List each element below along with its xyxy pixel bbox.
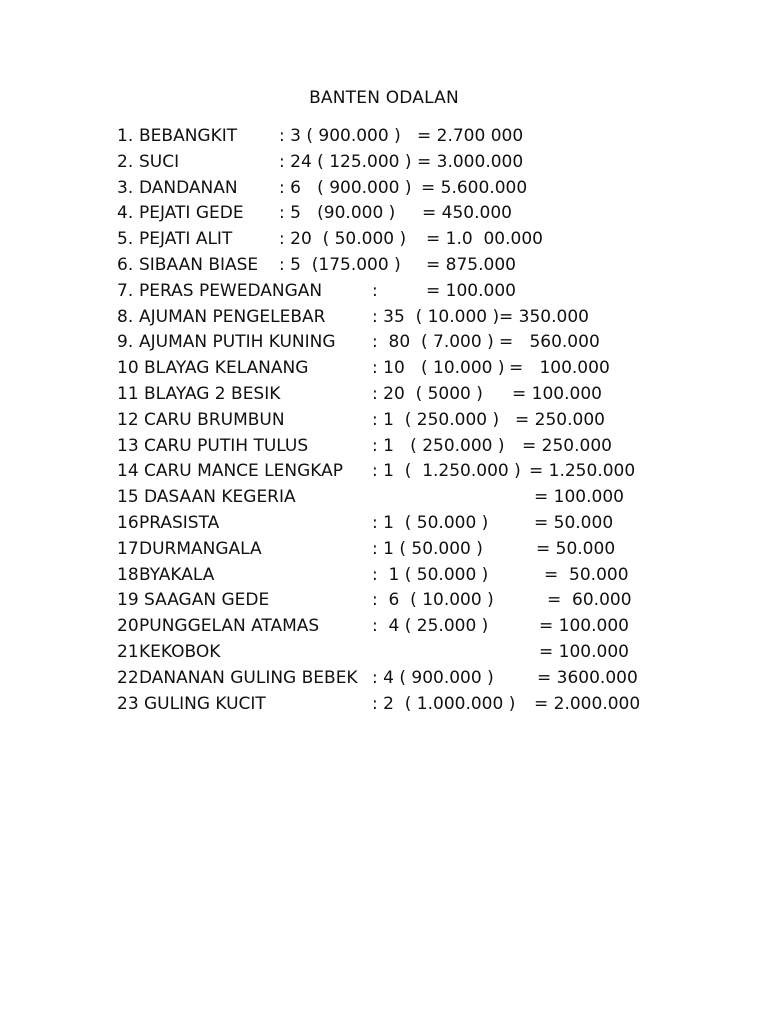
- item-number: 19: [117, 590, 139, 611]
- item-name: DURMANGALA: [139, 538, 262, 559]
- list-item: [117, 434, 737, 460]
- item-quantity-price: : 4 ( 25.000 ): [372, 616, 489, 637]
- item-name: GULING KUCIT: [144, 693, 266, 714]
- item-total: = 1.250.000: [529, 461, 636, 482]
- item-total: = 50.000: [536, 538, 616, 559]
- list-item: [117, 640, 737, 666]
- item-number: 13: [117, 435, 139, 456]
- item-name: KEKOBOK: [139, 641, 221, 662]
- item-quantity-price: : 35 ( 10.000 ): [372, 306, 500, 327]
- list-item: [117, 692, 737, 718]
- item-quantity-price: : 1 ( 50.000 ): [372, 538, 483, 559]
- item-total: = 350.000: [499, 306, 589, 327]
- item-name: SAAGAN GEDE: [144, 590, 270, 611]
- item-total: = 100.000: [534, 487, 624, 508]
- item-number: 11: [117, 383, 139, 404]
- item-name: CARU BRUMBUN: [144, 409, 285, 430]
- item-quantity-price: : 1 ( 50.000 ): [372, 512, 489, 533]
- item-number: 8.: [117, 306, 134, 327]
- item-total: = 5.600.000: [421, 177, 528, 198]
- item-quantity-price: : 10 ( 10.000 ): [372, 358, 505, 379]
- list-item: [117, 305, 737, 331]
- item-total: = 250.000: [515, 409, 605, 430]
- item-name: AJUMAN PUTIH KUNING: [139, 332, 336, 353]
- item-total: = 100.000: [539, 616, 629, 637]
- item-name: BLAYAG 2 BESIK: [144, 383, 281, 404]
- list-item: [117, 227, 737, 253]
- item-total: = 560.000: [499, 332, 600, 353]
- item-number: 12: [117, 409, 139, 430]
- item-number: 22: [117, 667, 139, 688]
- item-number: 9.: [117, 332, 134, 353]
- item-quantity-price: : 1 ( 50.000 ): [372, 564, 489, 585]
- item-quantity-price: : 1 ( 250.000 ): [372, 409, 500, 430]
- item-name: DANDANAN: [139, 177, 238, 198]
- list-item: [117, 382, 737, 408]
- list-item: [117, 511, 737, 537]
- item-quantity-price: : 6 ( 900.000 ): [279, 177, 412, 198]
- item-total: = 50.000: [534, 512, 614, 533]
- item-total: = 100.000: [539, 641, 629, 662]
- item-number: 23: [117, 693, 139, 714]
- item-number: 5.: [117, 229, 134, 250]
- item-quantity-price: : 4 ( 900.000 ): [372, 667, 494, 688]
- list-item: [117, 588, 737, 614]
- item-quantity-price: :: [372, 280, 378, 301]
- item-total: = 3.000.000: [417, 151, 524, 172]
- item-name: DASAAN KEGERIA: [144, 487, 296, 508]
- item-name: DANANAN GULING BEBEK: [139, 667, 358, 688]
- item-name: SUCI: [139, 151, 180, 172]
- item-quantity-price: : 24 ( 125.000 ): [279, 151, 412, 172]
- list-item: [117, 485, 737, 511]
- item-name: BYAKALA: [139, 564, 215, 585]
- item-total: = 250.000: [522, 435, 612, 456]
- item-total: = 100.000: [426, 280, 516, 301]
- item-name: PEJATI GEDE: [139, 203, 244, 224]
- item-number: 7.: [117, 280, 134, 301]
- document-title: BANTEN ODALAN: [309, 88, 459, 108]
- list-item: [117, 459, 737, 485]
- item-name: PEJATI ALIT: [139, 229, 233, 250]
- item-name: SIBAAN BIASE: [139, 254, 259, 275]
- list-item: [117, 537, 737, 563]
- item-number: 16: [117, 512, 139, 533]
- item-total: = 875.000: [426, 254, 516, 275]
- item-name: PRASISTA: [139, 512, 220, 533]
- item-number: 10: [117, 358, 139, 379]
- list-item: [117, 279, 737, 305]
- item-quantity-price: : 1 ( 250.000 ): [372, 435, 505, 456]
- list-item: [117, 176, 737, 202]
- item-quantity-price: : 20 ( 50.000 ): [279, 229, 407, 250]
- item-number: 20: [117, 616, 139, 637]
- list-item: [117, 614, 737, 640]
- item-number: 15: [117, 487, 139, 508]
- item-number: 18: [117, 564, 139, 585]
- item-quantity-price: : 2 ( 1.000.000 ): [372, 693, 516, 714]
- item-number: 17: [117, 538, 139, 559]
- item-name: CARU PUTIH TULUS: [144, 435, 309, 456]
- item-number: 4.: [117, 203, 134, 224]
- item-quantity-price: : 6 ( 10.000 ): [372, 590, 494, 611]
- item-name: CARU MANCE LENGKAP: [144, 461, 344, 482]
- item-number: 6.: [117, 254, 134, 275]
- item-number: 1.: [117, 126, 134, 146]
- item-name: PUNGGELAN ATAMAS: [139, 616, 320, 637]
- item-name: BLAYAG KELANANG: [144, 358, 309, 379]
- item-total: = 2.700 000: [417, 126, 524, 146]
- item-total: = 1.0 00.000: [426, 229, 543, 250]
- list-item: [117, 563, 737, 589]
- item-total: = 2.000.000: [534, 693, 641, 714]
- item-number: 2.: [117, 151, 134, 172]
- item-name: BEBANGKIT: [139, 126, 238, 146]
- item-quantity-price: : 1 ( 1.250.000 ): [372, 461, 521, 482]
- list-item: [117, 356, 737, 382]
- item-number: 14: [117, 461, 139, 482]
- item-quantity-price: : 5 (175.000 ): [279, 254, 401, 275]
- item-total: = 100.000: [509, 358, 610, 379]
- list-item: [117, 330, 737, 356]
- item-quantity-price: : 3 ( 900.000 ): [279, 126, 401, 146]
- item-name: PERAS PEWEDANGAN: [139, 280, 323, 301]
- list-item: [117, 408, 737, 434]
- offering-list: [117, 124, 737, 717]
- item-total: = 3600.000: [537, 667, 638, 688]
- list-item: [117, 201, 737, 227]
- item-quantity-price: : 80 ( 7.000 ): [372, 332, 494, 353]
- list-item: [117, 150, 737, 176]
- list-item: [117, 666, 737, 692]
- item-total: = 450.000: [422, 203, 512, 224]
- list-item: [117, 124, 737, 150]
- item-quantity-price: : 20 ( 5000 ): [372, 383, 483, 404]
- item-total: = 100.000: [512, 383, 602, 404]
- list-item: [117, 253, 737, 279]
- item-total: = 60.000: [547, 590, 632, 611]
- item-quantity-price: : 5 (90.000 ): [279, 203, 396, 224]
- item-total: = 50.000: [544, 564, 629, 585]
- item-number: 3.: [117, 177, 134, 198]
- item-name: AJUMAN PENGELEBAR: [139, 306, 326, 327]
- item-number: 21: [117, 641, 139, 662]
